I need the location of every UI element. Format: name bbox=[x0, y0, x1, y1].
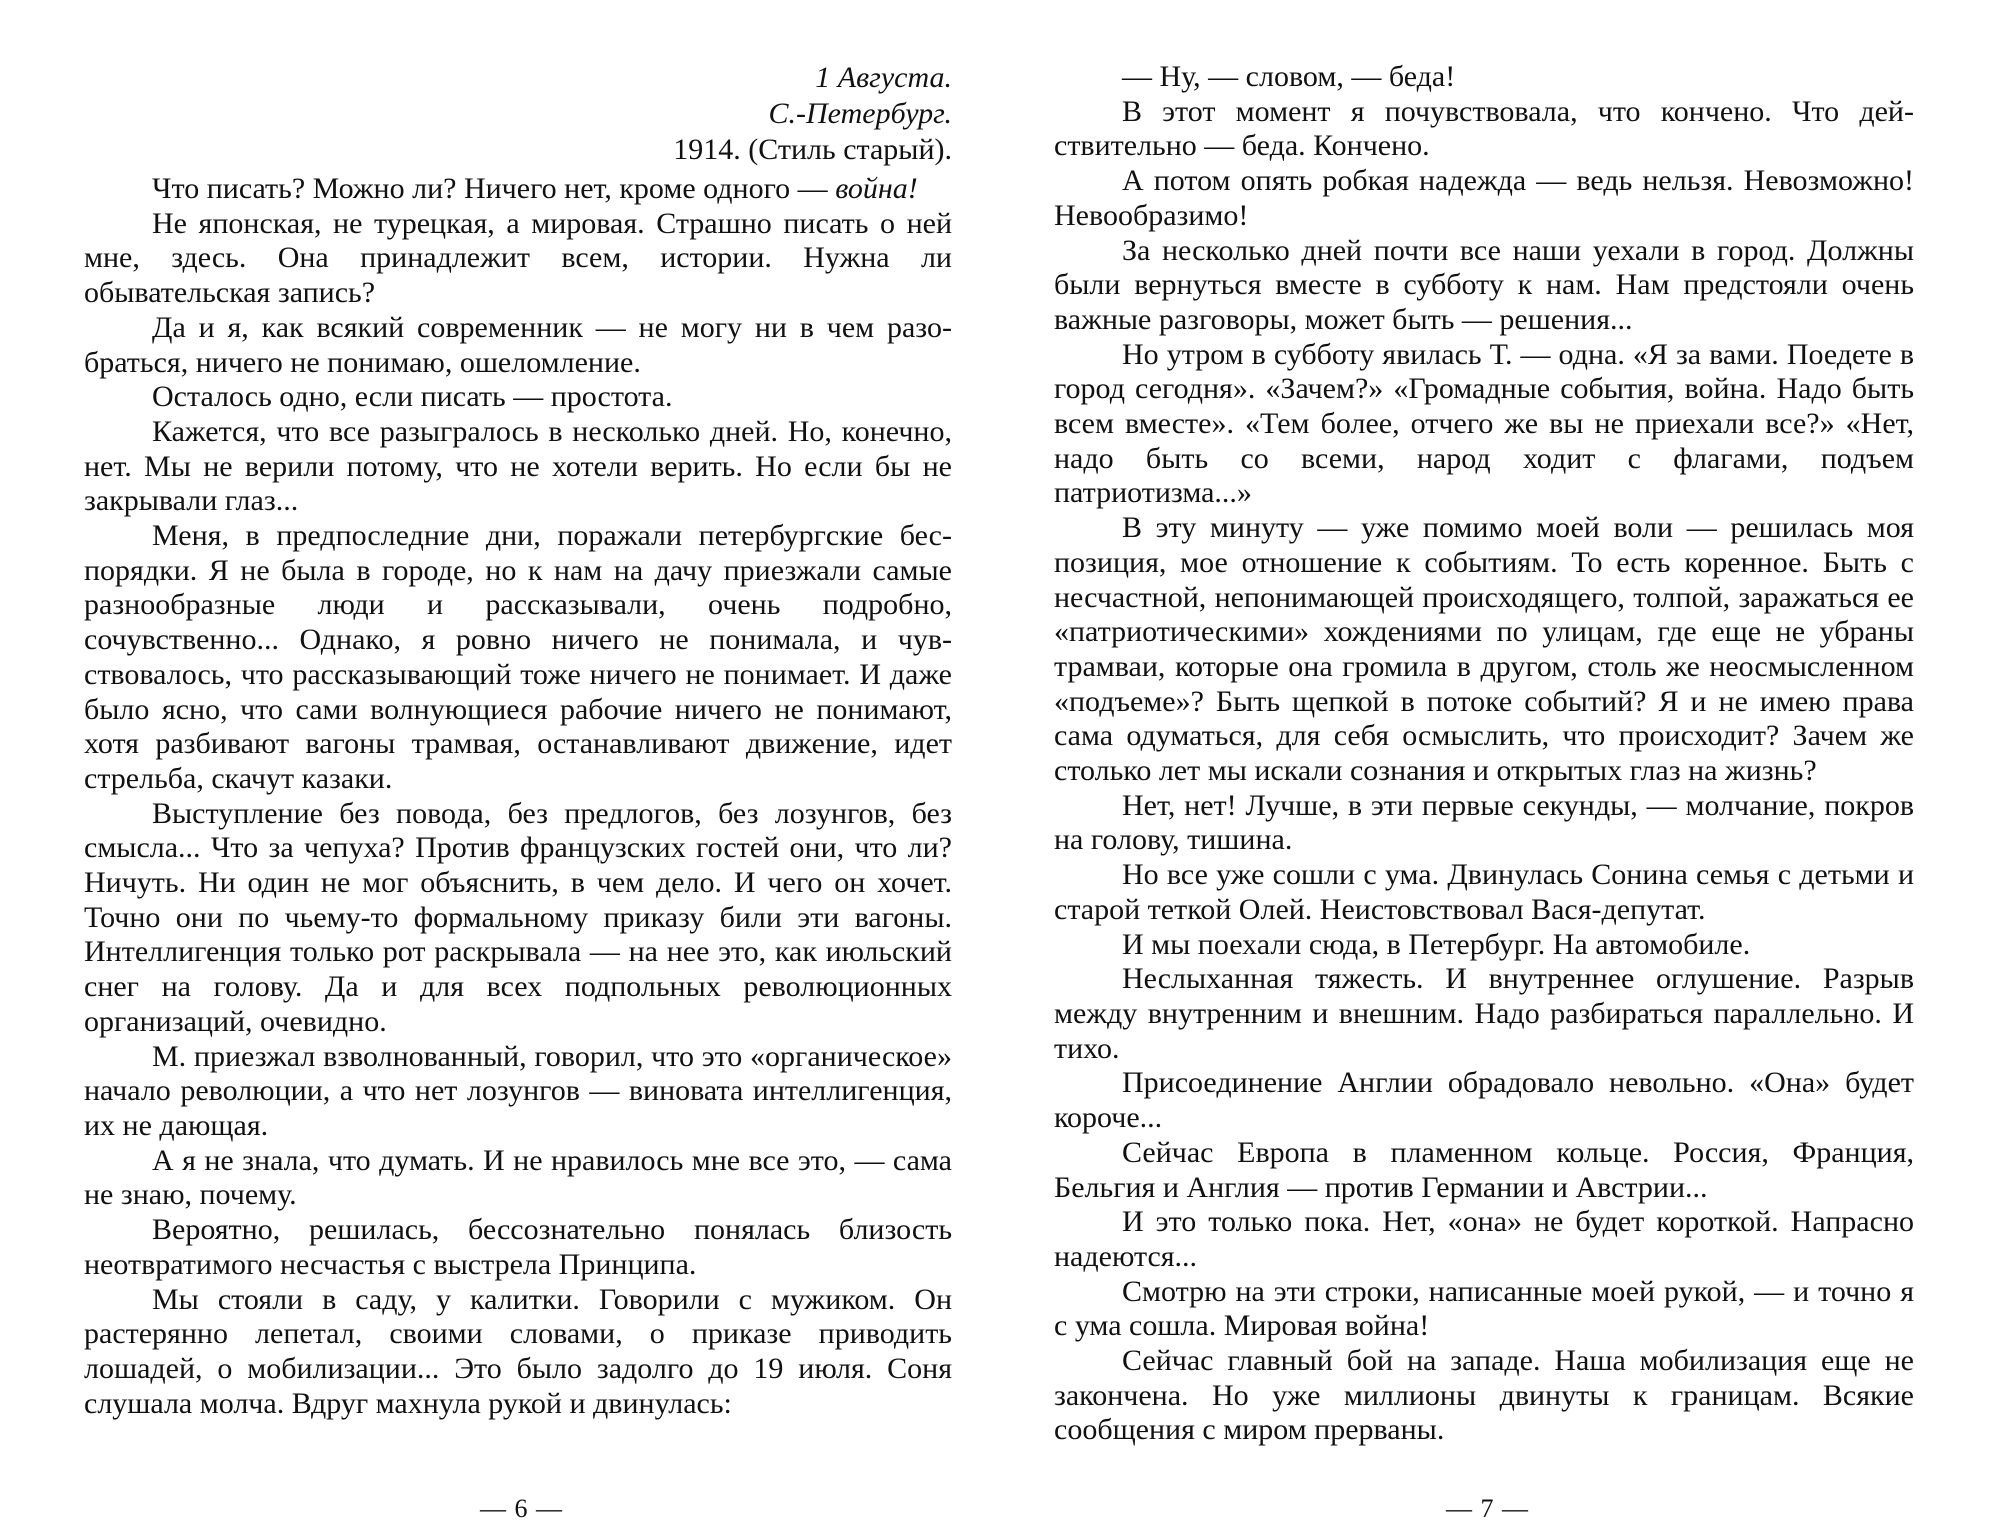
paragraph: Нет, нет! Лучше, в эти первые секунды, — молчание, покров на голову, тишина. bbox=[1054, 788, 1914, 857]
paragraph: И мы поехали сюда, в Петербург. На автомобиле. bbox=[1122, 927, 1751, 961]
paragraph: Да и я, как всякий современник — не могу ни в чем разобраться, ничего не понимаю, ошеломление. bbox=[84, 310, 952, 379]
page-number-left: — 6 — bbox=[480, 1494, 563, 1523]
paragraph: Сейчас главный бой на западе. Наша мобилизация еще не закончена. Но уже миллионы двинуты к границам. Всякие сообщения с миром прерваны. bbox=[1054, 1344, 1914, 1447]
paragraph: Вероятно, решилась, бессознательно понялась близость неотвратимого несчастья с выстрела Принципа. bbox=[84, 1213, 952, 1281]
left-page bbox=[84, 60, 952, 1421]
paragraph: М. приезжал взволнованный, говорил, что это «органическое» начало революции, а что нет лозунгов — виновата интеллигенция, их не дающая. bbox=[84, 1039, 952, 1142]
paragraph: Сейчас Европа в пламенном кольце. Россия, Франция, Бельгия и Англия — против Германии и Австрии... bbox=[1054, 1135, 1914, 1204]
paragraph: И это только пока. Нет, «она» не будет короткой. Напрасно надеются... bbox=[1054, 1205, 1914, 1273]
paragraph: А потом опять робкая надежда — ведь нельзя. Невозможно! Невообразимо! bbox=[1054, 164, 1914, 232]
paragraph: Присоединение Англии обрадовало невольно. «Она» будет короче... bbox=[1054, 1066, 1914, 1135]
paragraph: Кажется, что все разыгралось в несколько дней. Но, конечно, нет. Мы не верили потому, что не хотели верить. Но если бы не закрывали глаз... bbox=[84, 414, 952, 518]
paragraph: Меня, в предпоследние дни, поражали петербургские беспорядки. Я не была в городе, но к нам на дачу приезжали самые разнообразные люди и рассказывали, очень подробно, сочувственно... Однако, я ровно ничего не понимала, и чувствовалось, что рассказывающий тоже ничего не понимает. И даже было ясно, что сами волнующиеся рабочие ничего не понимают, хотя разбивают вагоны трамвая, останавливают движение, идет стрельба, скачут казаки. bbox=[84, 519, 952, 795]
paragraph: Что писать? Можно ли? Ничего нет, кроме одного — война! bbox=[152, 172, 918, 205]
paragraph: В эту минуту — уже помимо моей воли — решилась моя позиция, мое отношение к событиям. То есть коренное. Быть с несчастной, непонимающей происходящего, толпой, заражаться ее «патриотическими» хождениями по улицам, где еще не убраны трамваи, которые она громила в другом, столь же неосмысленном «подъеме»? Быть щепкой в потоке событий? Я и не имею права сама одуматься, для себя осмыслить, что происходит? Зачем же столько лет мы искали сознания и открытых глаз на жизнь? bbox=[1054, 511, 1914, 788]
entry-place: С.-Петербург. bbox=[768, 97, 952, 130]
paragraph: Не японская, не турецкая, а мировая. Страшно писать о ней мне, здесь. Она принадлежит всем, истории. Нужна ли обывательская запись? bbox=[84, 206, 952, 310]
right-page bbox=[1054, 60, 1914, 1448]
paragraph: Смотрю на эти строки, написанные моей рукой, — и точно я с ума сошла. Мировая война! bbox=[1054, 1274, 1914, 1343]
entry-date: 1 Августа. bbox=[815, 61, 952, 94]
entry-year-style: 1914. (Стиль старый). bbox=[673, 133, 952, 166]
paragraph: Осталось одно, если писать — простота. bbox=[152, 380, 673, 414]
paragraph: Выступление без повода, без предлогов, без лозунгов, без смысла... Что за чепуха? Против французских гостей они, что ли? Ничуть. Ни один не мог объяснить, в чем дело. И чего он хочет. Точно они по чьему-то формальному приказу били эти вагоны. Интеллигенция только рот раскрывала — на нее это, как июльский снег на голову. Да и для всех подпольных революционных организаций, очевидно. bbox=[84, 796, 952, 1038]
page-number-right: — 7 — bbox=[1446, 1494, 1529, 1523]
paragraph: Но все уже сошли с ума. Двинулась Сонина семья с детьми и старой теткой Олей. Неистовствовал Вася-депутат. bbox=[1054, 858, 1914, 926]
paragraph: Неслыханная тяжесть. И внутреннее оглушение. Разрыв между внутренним и внешним. Надо разбираться параллельно. И тихо. bbox=[1054, 962, 1914, 1065]
paragraph: Мы стояли в саду, у калитки. Говорили с мужиком. Он растерянно лепетал, своими словами, о приказе приводить лошадей, о мобилизации... Это было задолго до 19 июля. Соня слушала молча. Вдруг махнула рукой и двинулась: bbox=[84, 1282, 952, 1420]
paragraph: А я не знала, что думать. И не нравилось мне все это, — сама не знаю, почему. bbox=[84, 1143, 952, 1212]
paragraph: В этот момент я почувствовала, что кончено. Что действительно — беда. Кончено. bbox=[1054, 94, 1914, 163]
diary-entry-header bbox=[84, 60, 952, 168]
emphasis-war: война! bbox=[835, 172, 918, 205]
paragraph: — Ну, — словом, — беда! bbox=[1122, 60, 1456, 93]
paragraph: Но утром в субботу явилась Т. — одна. «Я за вами. Поедете в город сегодня». «Зачем?» «Громадные события, война. Надо быть всем вместе». «Тем более, отчего же вы не приехали все?» «Нет, надо быть со всеми, народ ходит с флагами, подъем патриотизма...» bbox=[1054, 337, 1914, 510]
paragraph: За несколько дней почти все наши уехали в город. Должны были вернуться вместе в субботу к нам. Нам предстояли очень важные разговоры, может быть — решения... bbox=[1054, 233, 1914, 336]
